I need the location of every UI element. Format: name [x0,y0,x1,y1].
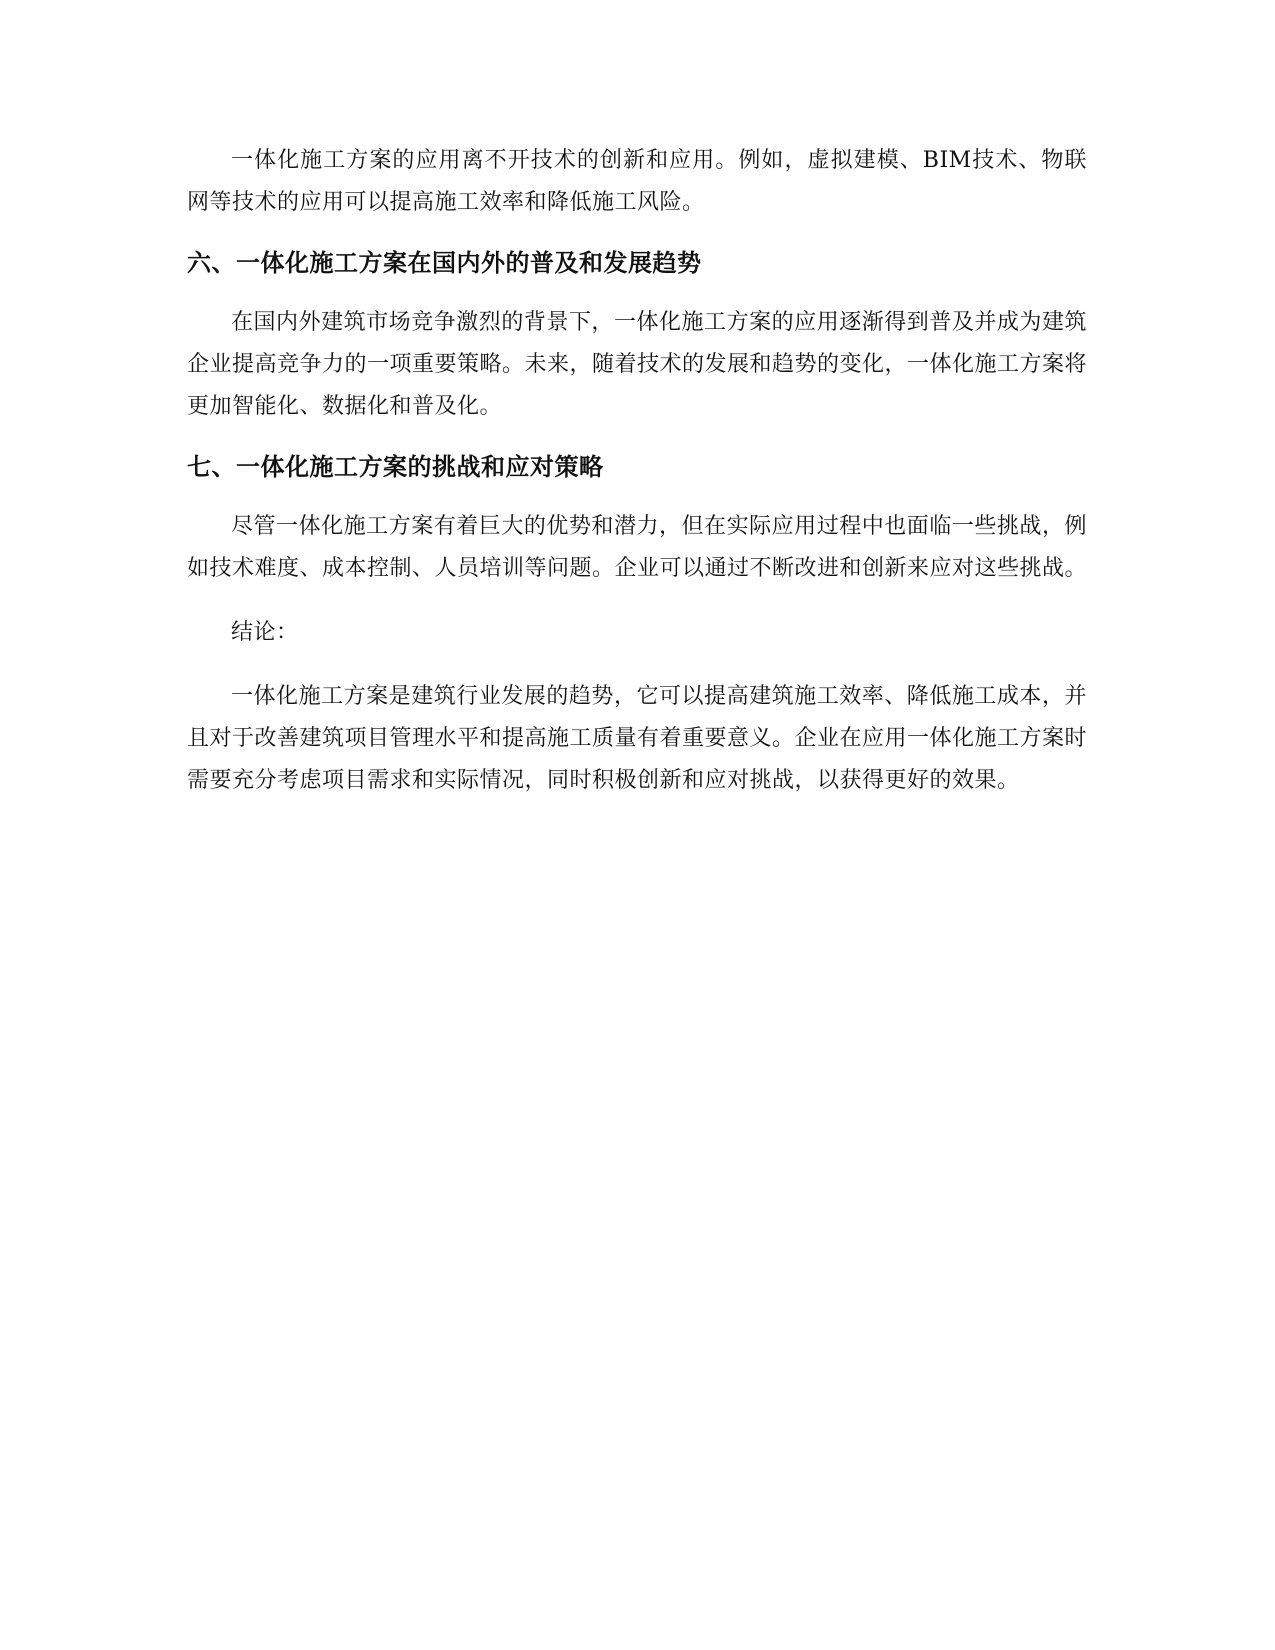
document-page [187,140,1087,824]
paragraph-technology-innovation: 一体化施工方案的应用离不开技术的创新和应用。例如，虚拟建模、BIM技术、物联网等技术的应用可以提高施工效率和降低施工风险。 [187,148,1087,215]
paragraph-conclusion: 一体化施工方案是建筑行业发展的趋势，它可以提高建筑施工效率、降低施工成本，并且对于改善建筑项目管理水平和提高施工质量有着重要意义。企业在应用一体化施工方案时需要充分考虑项目需求和实际情况，同时积极创新和应对挑战，以获得更好的效果。 [187,684,1088,793]
conclusion-label: 结论： [231,620,299,645]
paragraph-challenges: 尽管一体化施工方案有着巨大的优势和潜力，但在实际应用过程中也面临一些挑战，例如技术难度、成本控制、人员培训等问题。企业可以通过不断改进和创新来应对这些挑战。 [187,514,1088,581]
section-heading-6: 六、一体化施工方案在国内外的普及和发展趋势 [187,249,702,277]
section-heading-7: 七、一体化施工方案的挑战和应对策略 [187,453,604,481]
paragraph-popularization-trend: 在国内外建筑市场竞争激烈的背景下，一体化施工方案的应用逐渐得到普及并成为建筑企业提高竞争力的一项重要策略。未来，随着技术的发展和趋势的变化，一体化施工方案将更加智能化、数据化和普及化。 [187,310,1088,419]
